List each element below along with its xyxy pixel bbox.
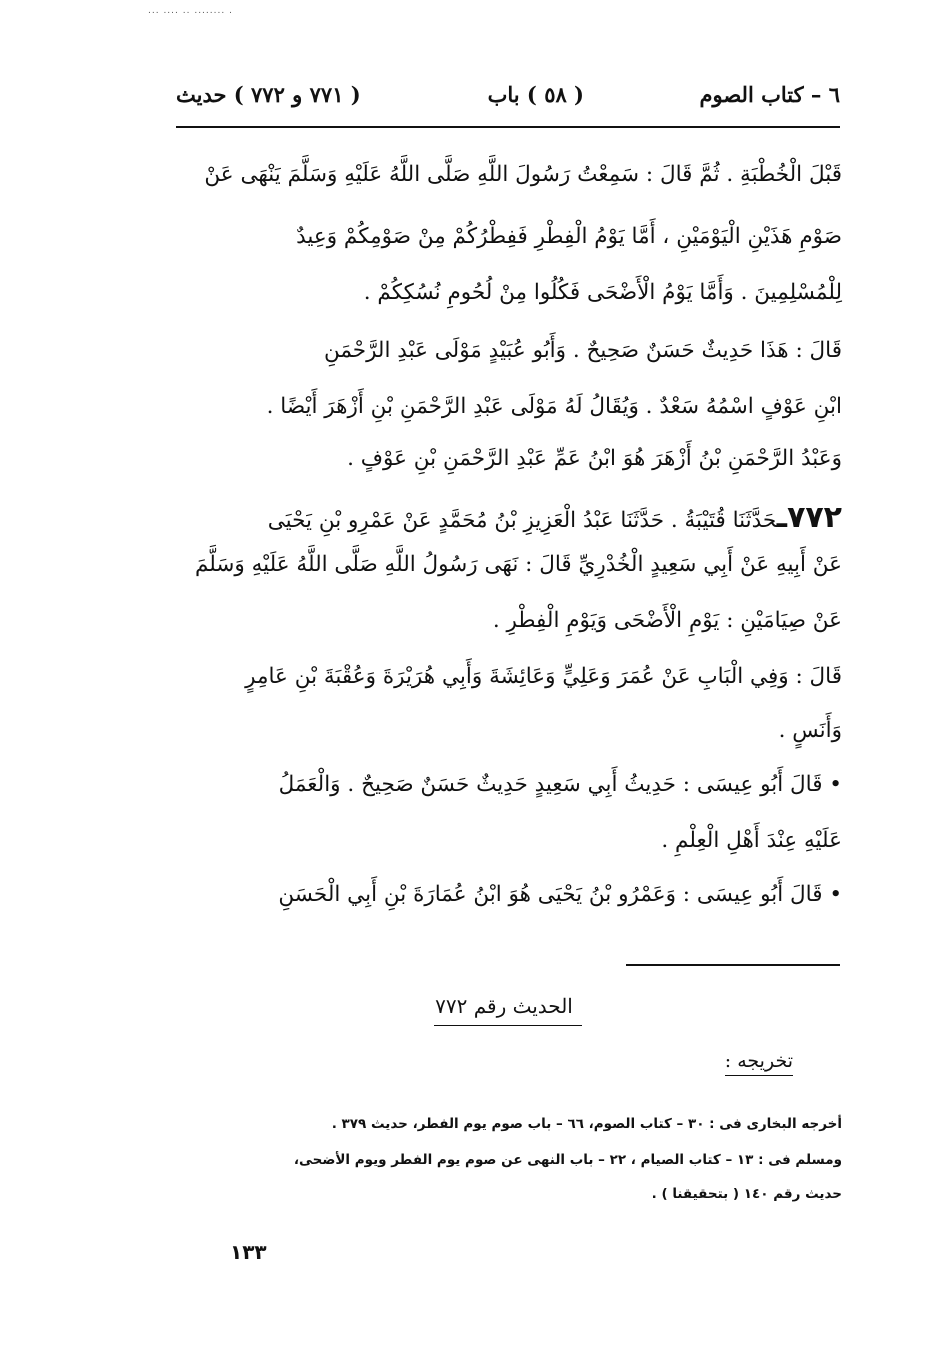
text-line: قَالَ : وَفِي الْبَابِ عَنْ عُمَرَ وَعَلِيٍّ وَعَائِشَةَ وَأَبِي هُرَيْرَةَ وَعُقْبَةَ بْنِ عَامِرٍ bbox=[245, 664, 842, 689]
text-line: وَعَبْدُ الرَّحْمَنِ بْنُ أَزْهَرَ هُوَ ابْنُ عَمِّ عَبْدِ الرَّحْمَنِ بْنِ عَوْفٍ . bbox=[347, 446, 842, 471]
text-line: ابْنِ عَوْفٍ اسْمُهُ سَعْدٌ . وَيُقَالُ لَهُ مَوْلَى عَبْدِ الرَّحْمَنِ بْنِ أَزْهَرَ أَيْضًا . bbox=[266, 394, 842, 419]
takhrij-label: تخريجه : bbox=[724, 1050, 793, 1072]
main-text bbox=[176, 150, 842, 950]
scan-artifact: ... .... .. ........ . bbox=[148, 6, 233, 16]
running-header bbox=[176, 82, 840, 122]
text-line: عَنْ أَبِيهِ عَنْ أَبِي سَعِيدٍ الْخُدْرِيِّ قَالَ : نَهَى رَسُولُ اللَّهِ صَلَّى اللَّهُ عَلَيْهِ وَسَلَّمَ bbox=[194, 552, 842, 577]
text-line: عَلَيْهِ عِنْدَ أَهْلِ الْعِلْمِ . bbox=[661, 828, 842, 853]
text-line: عَنْ صِيَامَيْنِ : يَوْمِ الْأَضْحَى وَيَوْمِ الْفِطْرِ . bbox=[492, 608, 842, 633]
header-chapter: ( ٥٨ ) باب bbox=[487, 82, 584, 107]
text-line: قَبْلَ الْخُطْبَةِ . ثُمَّ قَالَ : سَمِعْتُ رَسُولَ اللَّهِ صَلَّى اللَّهُ عَلَيْهِ وَسَلَّمَ يَنْهَى عَنْ bbox=[204, 162, 842, 187]
footnotes bbox=[176, 1116, 842, 1216]
text-line: وَأَنَسٍ . bbox=[778, 718, 842, 743]
text-line: حَدَّثَنَا قُتَيْبَةُ . حَدَّثَنَا عَبْدُ الْعَزِيزِ بْنُ مُحَمَّدٍ عَنْ عَمْرِو بْنِ يَحْيَى bbox=[267, 508, 777, 533]
footnote-line: أخرجه البخارى فى : ٣٠ – كتاب الصوم، ٦٦ – باب صوم يوم الفطر، حديث ٣٧٩ . bbox=[331, 1116, 842, 1132]
text-line: صَوْمِ هَذَيْنِ الْيَوْمَيْنِ ، أَمَّا يَوْمُ الْفِطْرِ فَفِطْرُكُمْ مِنْ صَوْمِكُمْ وَعِيدٌ bbox=[296, 224, 842, 249]
page-number: ١٣٣ bbox=[230, 1240, 267, 1264]
header-rule bbox=[176, 126, 840, 128]
hadith-number: ٧٧٢ـ bbox=[776, 500, 842, 535]
footnote-line: ومسلم فى : ١٣ – كتاب الصيام ، ٢٢ – باب النهى عن صوم يوم الفطر ويوم الأضحى، bbox=[293, 1152, 842, 1168]
text-line: • قَالَ أَبُو عِيسَى : حَدِيثُ أَبِي سَعِيدٍ حَدِيثٌ حَسَنٌ صَحِيحٌ . وَالْعَمَلُ bbox=[278, 772, 842, 797]
text-line: قَالَ : هَذَا حَدِيثٌ حَسَنٌ صَحِيحٌ . وَأَبُو عُبَيْدٍ مَوْلَى عَبْدِ الرَّحْمَنِ bbox=[323, 338, 842, 363]
footnote-line: حديث رقم ١٤٠ ( بتحقيقنا ) . bbox=[651, 1186, 842, 1202]
header-book-title: ٦ – كتاب الصوم bbox=[699, 82, 840, 107]
header-hadith-range: ( ٧٧١ و ٧٧٢ ) حديث bbox=[176, 82, 361, 107]
text-line: • قَالَ أَبُو عِيسَى : وَعَمْرُو بْنُ يَحْيَى هُوَ ابْنُ عُمَارَةَ بْنِ أَبِي الْحَسَنِ bbox=[278, 882, 842, 907]
notes-title: الحديث رقم ٧٧٢ bbox=[414, 994, 594, 1018]
footnote-separator bbox=[626, 964, 840, 966]
hadith-772-first-line bbox=[268, 500, 842, 535]
text-line: لِلْمُسْلِمِينَ . وَأَمَّا يَوْمُ الْأَضْحَى فَكُلُوا مِنْ لُحُومِ نُسُكِكُمْ . bbox=[363, 280, 842, 305]
